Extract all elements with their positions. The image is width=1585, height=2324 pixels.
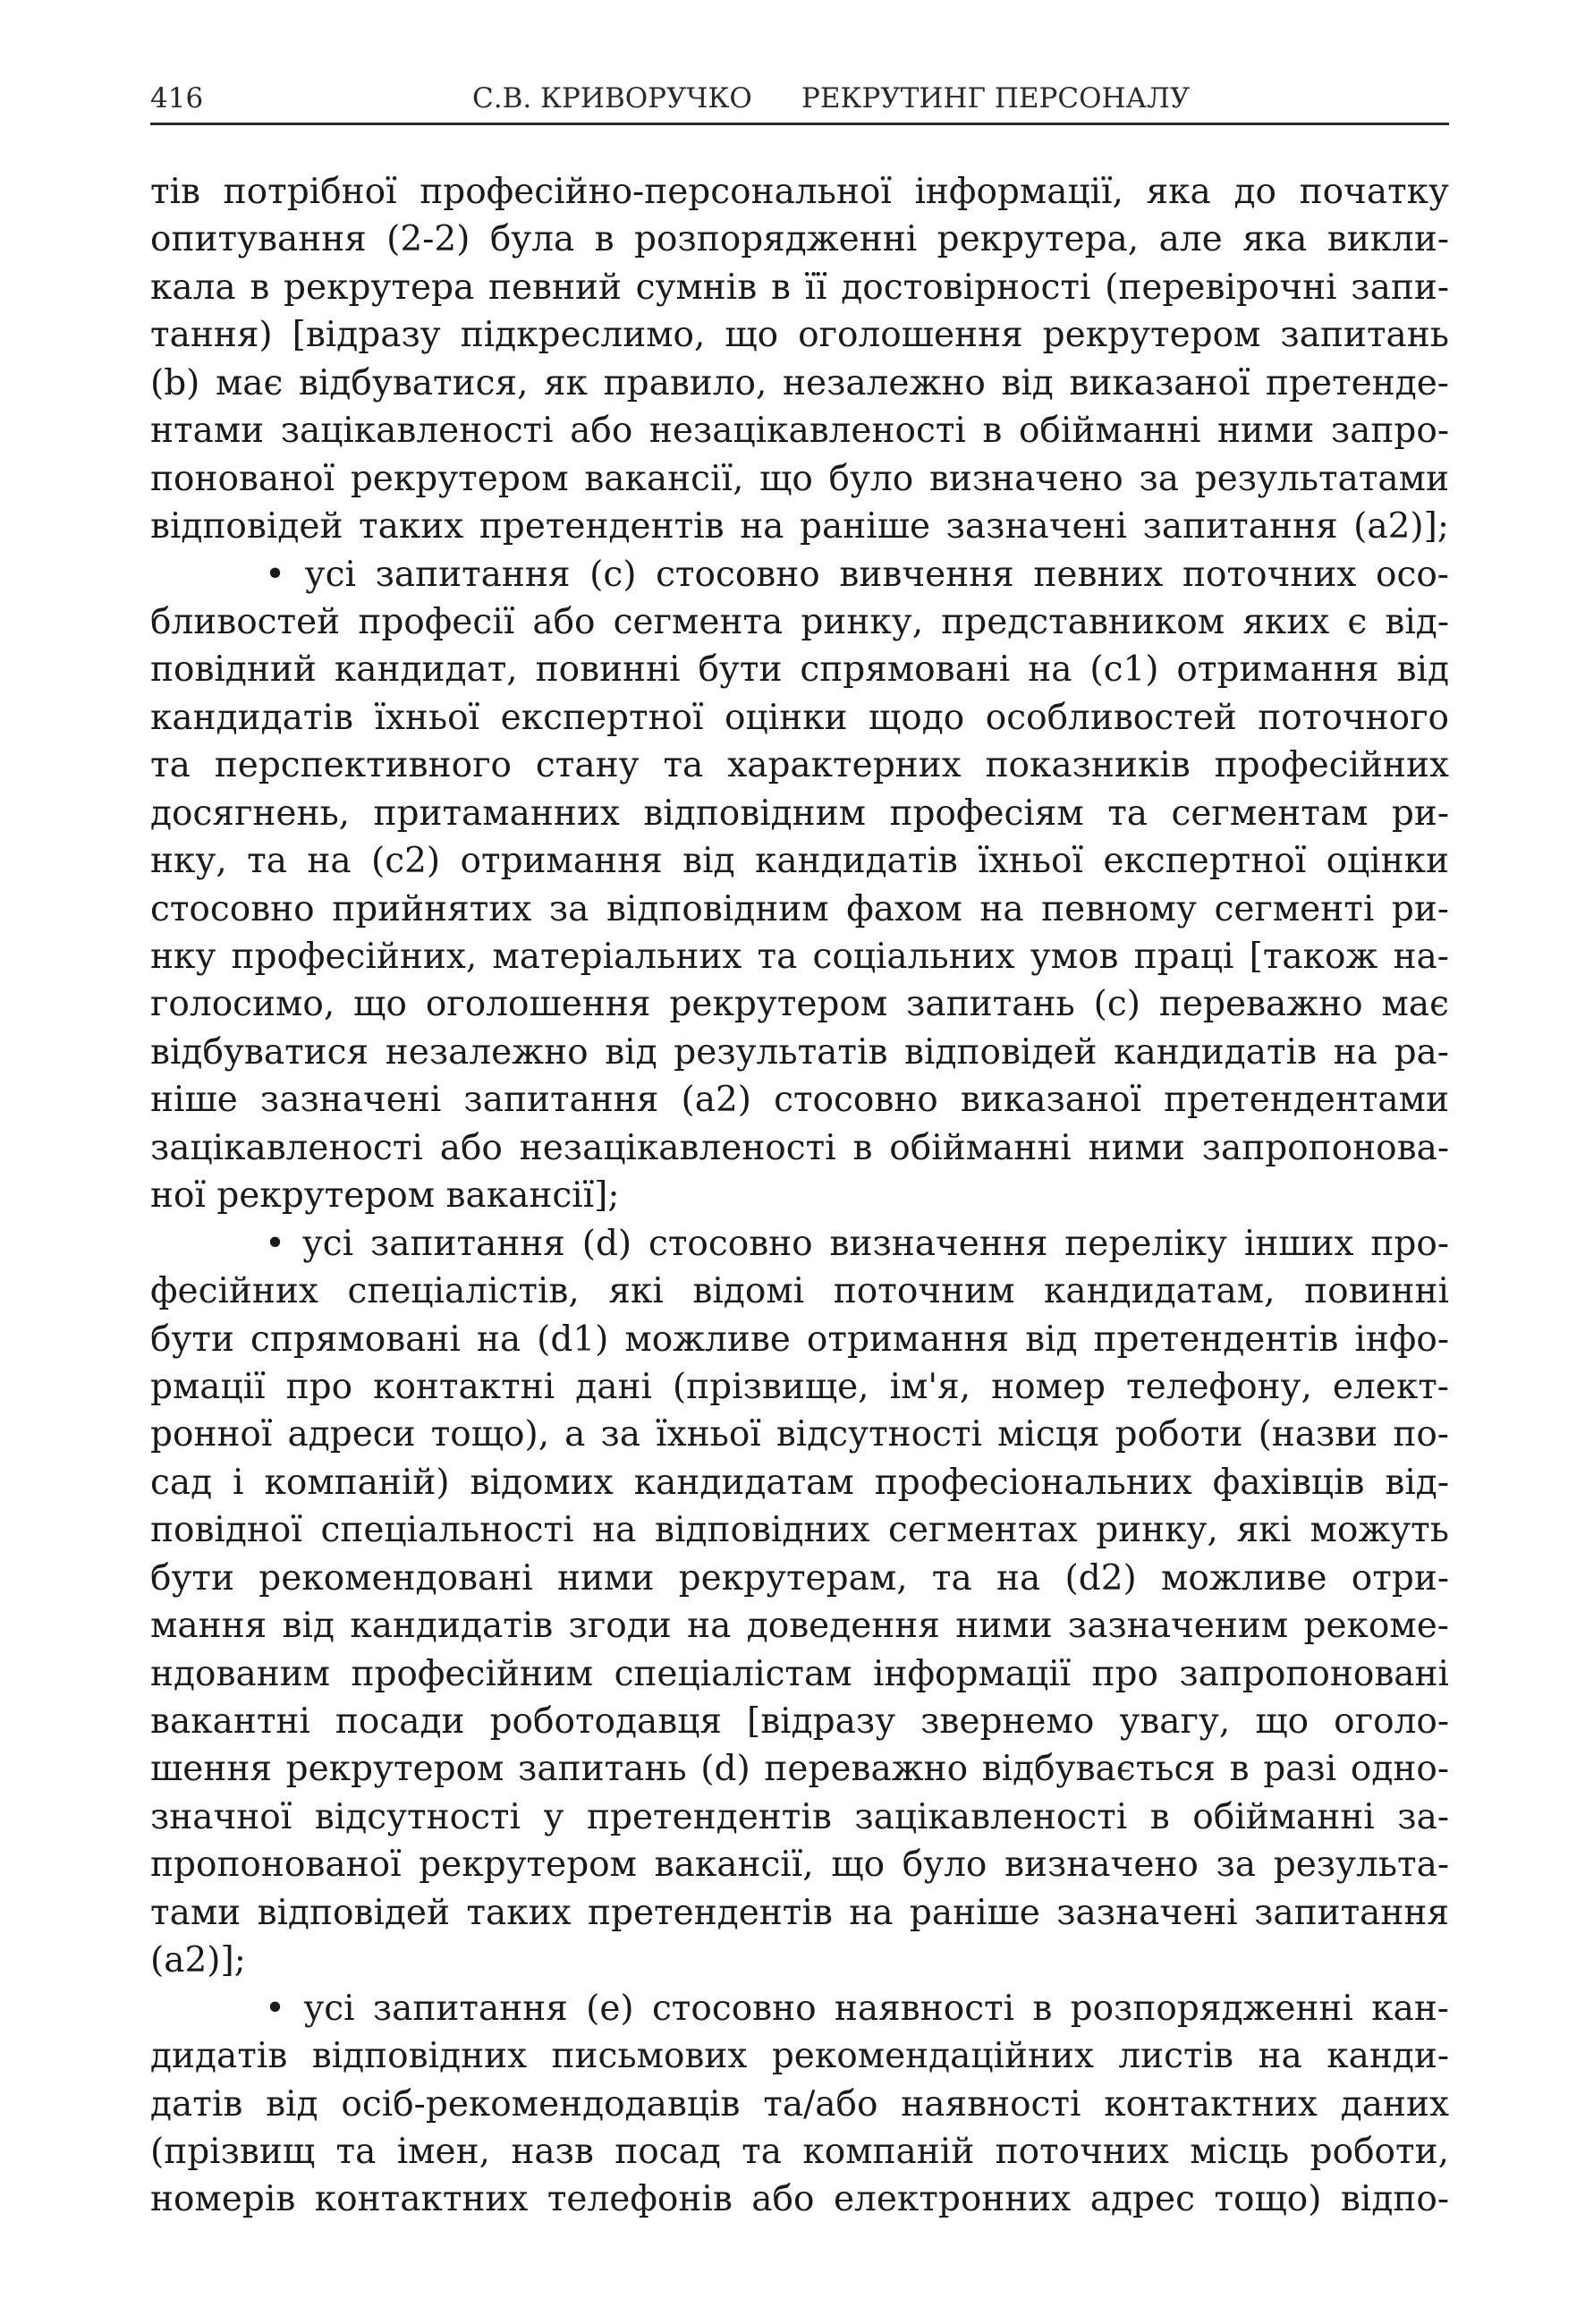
- text-line: шення рекрутером запитань (d) переважно відбувається в разі одно-: [150, 1749, 1449, 1790]
- text-line: тів потрібної професійно-персональної інформації, яка до початку: [150, 172, 1449, 212]
- text-line: тання) [відразу підкреслимо, що оголошення рекрутером запитань: [150, 315, 1449, 356]
- text-line: вакантні посади роботодавця [відразу звернемо увагу, що оголо-: [150, 1701, 1449, 1742]
- text-line: номерів контактних телефонів або електронних адрес тощо) відпо-: [150, 2179, 1449, 2220]
- page-number: 416: [150, 82, 204, 115]
- text-line: бливостей професії або сегмента ринку, представником яких є від-: [150, 601, 1449, 642]
- bullet-line: • усі запитання (d) стосовно визначення переліку інших про-: [265, 1223, 1449, 1264]
- text-line: повідної спеціальності на відповідних сегментах ринку, які можуть: [150, 1510, 1449, 1551]
- text-line: ної рекрутером вакансії];: [150, 1175, 620, 1217]
- text-line: ндованим професійним спеціалістам інформації про запропоновані: [150, 1653, 1449, 1694]
- text-line: опитування (2-2) була в розпорядженні рекрутера, але яка викли-: [150, 219, 1449, 260]
- text-line: понованої рекрутером вакансії, що було визначено за результатами: [150, 458, 1449, 499]
- text-line: стосовно прийнятих за відповідним фахом на певному сегменті ри-: [150, 888, 1449, 929]
- text-line: бути спрямовані на (d1) можливе отримання від претендентів інфо-: [150, 1319, 1449, 1360]
- text-line: сад і компаній) відомих кандидатам професіональних фахівців від-: [150, 1462, 1449, 1503]
- text-line: голосимо, що оголошення рекрутером запитань (c) переважно має: [150, 984, 1449, 1025]
- text-line: відповідей таких претендентів на раніше зазначені запитання (a2)];: [150, 506, 1449, 547]
- text-line: тами відповідей таких претендентів на раніше зазначені запитання: [150, 1892, 1449, 1933]
- bullet-line: • усі запитання (e) стосовно наявності в розпорядженні кан-: [265, 1988, 1449, 2029]
- text-line: досягнень, притаманних відповідним професіям та сегментам ри-: [150, 793, 1449, 834]
- text-line: повідний кандидат, повинні бути спрямовані на (c1) отримання від: [150, 649, 1449, 691]
- bullet-line: • усі запитання (c) стосовно вивчення певних поточних осо-: [265, 554, 1449, 595]
- text-line: пропонованої рекрутером вакансії, що було визначено за результа-: [150, 1845, 1449, 1886]
- text-line: кала в рекрутера певний сумнів в її достовірності (перевірочні запи-: [150, 267, 1449, 308]
- header-author: С.В. КРИВОРУЧКО: [472, 82, 752, 115]
- header-book-title: РЕКРУТИНГ ПЕРСОНАЛУ: [801, 82, 1191, 115]
- text-line: значної відсутності у претендентів зацікавленості в обійманні за-: [150, 1796, 1449, 1837]
- text-line: мання від кандидатів згоди на доведення ними зазначеним рекоме-: [150, 1606, 1449, 1647]
- text-line: бути рекомендовані ними рекрутерам, та на (d2) можливе отри-: [150, 1557, 1449, 1599]
- text-line: дидатів відповідних письмових рекомендаційних листів на канди-: [150, 2036, 1449, 2077]
- running-header: [150, 82, 1447, 118]
- text-line: ніше зазначені запитання (a2) стосовно виказаної претендентами: [150, 1080, 1449, 1121]
- text-line: рмації про контактні дані (прізвище, ім'я, номер телефону, елект-: [150, 1366, 1449, 1407]
- text-line: кандидатів їхньої експертної оцінки щодо особливостей поточного: [150, 697, 1449, 738]
- text-line: нку професійних, матеріальних та соціальних умов праці [також на-: [150, 937, 1449, 977]
- text-line: відбуватися незалежно від результатів відповідей кандидатів на ра-: [150, 1031, 1449, 1073]
- text-line: (прізвищ та імен, назв посад та компаній поточних місць роботи,: [150, 2131, 1449, 2172]
- text-line: (a2)];: [150, 1940, 246, 1981]
- text-line: (b) має відбуватися, як правило, незалежно від виказаної претенде-: [150, 362, 1449, 403]
- header-rule: [150, 123, 1449, 125]
- text-line: та перспективного стану та характерних показників професійних: [150, 745, 1449, 786]
- text-line: фесійних спеціалістів, які відомі поточним кандидатам, повинні: [150, 1271, 1449, 1312]
- text-line: датів від осіб-рекомендодавців та/або наявності контактних даних: [150, 2083, 1449, 2125]
- text-line: ронної адреси тощо), а за їхньої відсутності місця роботи (назви по-: [150, 1414, 1449, 1455]
- text-line: нку, та на (c2) отримання від кандидатів їхньої експертної оцінки: [150, 841, 1449, 882]
- text-line: зацікавленості або незацікавленості в обійманні ними запропонова-: [150, 1127, 1449, 1168]
- body-text: [150, 168, 1449, 2224]
- text-line: нтами зацікавленості або незацікавленості в обійманні ними запро-: [150, 411, 1449, 452]
